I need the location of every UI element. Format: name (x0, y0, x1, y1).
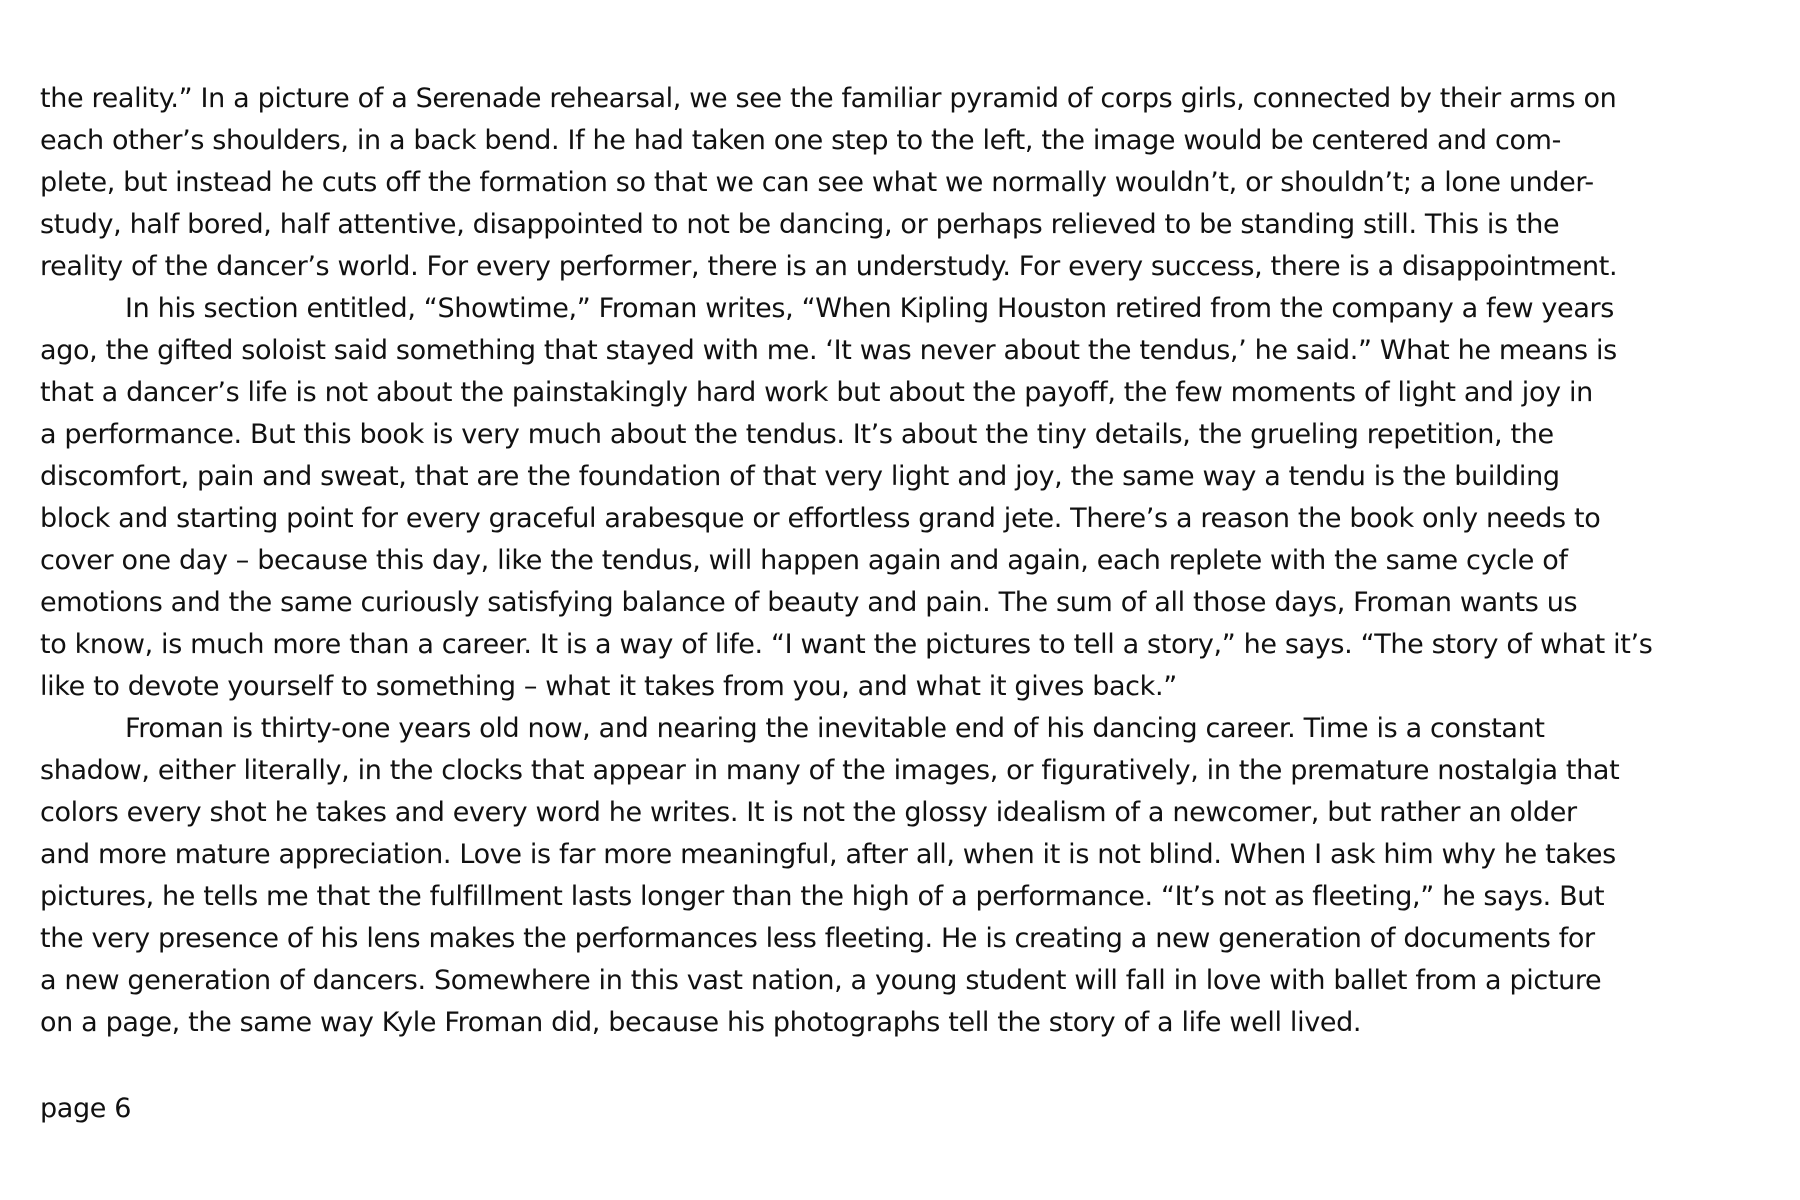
text-line: colors every shot he takes and every word he writes. It is not the glossy idealism of a newcomer, but rather an older (40, 797, 1577, 828)
text-line: ago, the gifted soloist said something that stayed with me. ‘It was never about the tendus,’ he said.” What he means is (40, 335, 1617, 366)
text-line: block and starting point for every graceful arabesque or effortless grand jete. There’s a reason the book only needs to (40, 503, 1601, 534)
paragraph-start-line: In his section entitled, “Showtime,” Froman writes, “When Kipling Houston retired from the company a few years (125, 293, 1614, 324)
text-line: cover one day – because this day, like the tendus, will happen again and again, each replete with the same cycle of (40, 545, 1568, 576)
text-line: pictures, he tells me that the fulfillment lasts longer than the high of a performance. “It’s not as fleeting,” he says. But (40, 881, 1605, 912)
text-line: and more mature appreciation. Love is far more meaningful, after all, when it is not blind. When I ask him why he takes (40, 839, 1616, 870)
text-line: discomfort, pain and sweat, that are the foundation of that very light and joy, the same way a tendu is the building (40, 461, 1560, 492)
text-line: on a page, the same way Kyle Froman did, because his photographs tell the story of a life well lived. (40, 1007, 1362, 1038)
text-line: emotions and the same curiously satisfying balance of beauty and pain. The sum of all those days, Froman wants us (40, 587, 1578, 618)
text-line: to know, is much more than a career. It is a way of life. “I want the pictures to tell a story,” he says. “The story of what it’s (40, 629, 1653, 660)
text-line: like to devote yourself to something – what it takes from you, and what it gives back.” (40, 671, 1177, 702)
text-line: study, half bored, half attentive, disappointed to not be dancing, or perhaps relieved to be standing still. This is the (40, 209, 1560, 240)
text-line: the reality.” In a picture of a Serenade rehearsal, we see the familiar pyramid of corps girls, connected by their arms on (40, 83, 1617, 114)
text-line: plete, but instead he cuts off the formation so that we can see what we normally wouldn’t, or shouldn’t; a lone under- (40, 167, 1594, 198)
text-line: each other’s shoulders, in a back bend. If he had taken one step to the left, the image would be centered and com- (40, 125, 1561, 156)
text-line: a performance. But this book is very much about the tendus. It’s about the tiny details, the grueling repetition, the (40, 419, 1554, 450)
text-line: a new generation of dancers. Somewhere in this vast nation, a young student will fall in love with ballet from a picture (40, 965, 1602, 996)
text-line: shadow, either literally, in the clocks that appear in many of the images, or figuratively, in the premature nostalgia that (40, 755, 1620, 786)
text-line: that a dancer’s life is not about the painstakingly hard work but about the payoff, the few moments of light and joy in (40, 377, 1593, 408)
text-line: reality of the dancer’s world. For every performer, there is an understudy. For every success, there is a disappointment. (40, 251, 1618, 282)
text-line: the very presence of his lens makes the performances less fleeting. He is creating a new generation of documents for (40, 923, 1595, 954)
paragraph-start-line: Froman is thirty-one years old now, and nearing the inevitable end of his dancing career. Time is a constant (125, 713, 1545, 744)
page-number: page 6 (40, 1093, 132, 1124)
article-body (40, 78, 1800, 1044)
